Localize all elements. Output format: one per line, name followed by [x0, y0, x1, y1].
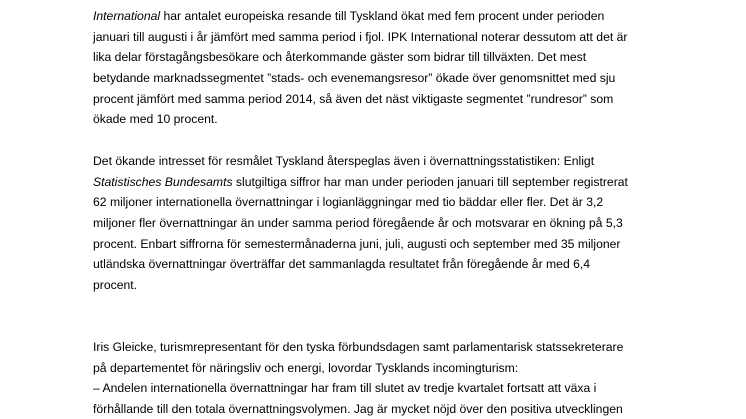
text-line: lika delar förstagångsbesökare och återkommande gäster som bidrar till tillväxten. Det mest [93, 50, 587, 65]
text-line: International har antalet europeiska resande till Tyskland ökat med fem procent under perioden [93, 9, 605, 23]
text-line: på departementet för näringsliv och energi, lovordar Tysklands incomingturism: [93, 360, 519, 375]
text-line: procent. Enbart siffrorna för semestermånaderna juni, juli, augusti och september med 35 miljoner [93, 236, 621, 251]
text-line: Statistisches Bundesamts slutgiltiga siffror har man under perioden januari till september registrerat [93, 174, 628, 189]
paragraph-overnight-statistics [93, 151, 693, 296]
paragraph-european-travelers [93, 6, 693, 130]
text-line: förhållande till den totala övernattningsvolymen. Jag är mycket nöjd över den positiva utvecklingen [93, 402, 623, 417]
text-line: Det ökande intresset för resmålet Tyskland återspeglas även i övernattningsstatistiken: Enligt [93, 154, 595, 168]
text-line: miljoner fler övernattningar än under samma period föregående år och motsvarar en ökning på 5,3 [93, 216, 623, 231]
text-line: procent jämfört med samma period 2014, så även det näst viktigaste segmentet ”rundresor” som [93, 91, 614, 106]
text-line: utländska övernattningar överträffar det sammanlagda resultatet från föregående år med 6,4 [93, 257, 591, 272]
text-line: procent. [93, 278, 138, 293]
text-line: januari till augusti i år jämfört med samma period i fjol. IPK International noterar dessutom att det är [93, 29, 628, 44]
text-line: betydande marknadssegmentet ”stads- och evenemangsresor” ökade över genomsnittet med sju [93, 71, 616, 86]
text-line: ökade med 10 procent. [93, 112, 218, 127]
paragraph-iris-gleicke-quote [93, 337, 693, 419]
text-line: Iris Gleicke, turismrepresentant för den tyska förbundsdagen samt parlamentarisk statssekreterare [93, 340, 624, 354]
text-line: – Andelen internationella övernattningar har fram till slutet av tredje kvartalet fortsatt att växa i [93, 381, 597, 396]
text-line: 62 miljoner internationella övernattningar i logianläggningar med tio bäddar eller fler. Det är 3,2 [93, 195, 604, 210]
